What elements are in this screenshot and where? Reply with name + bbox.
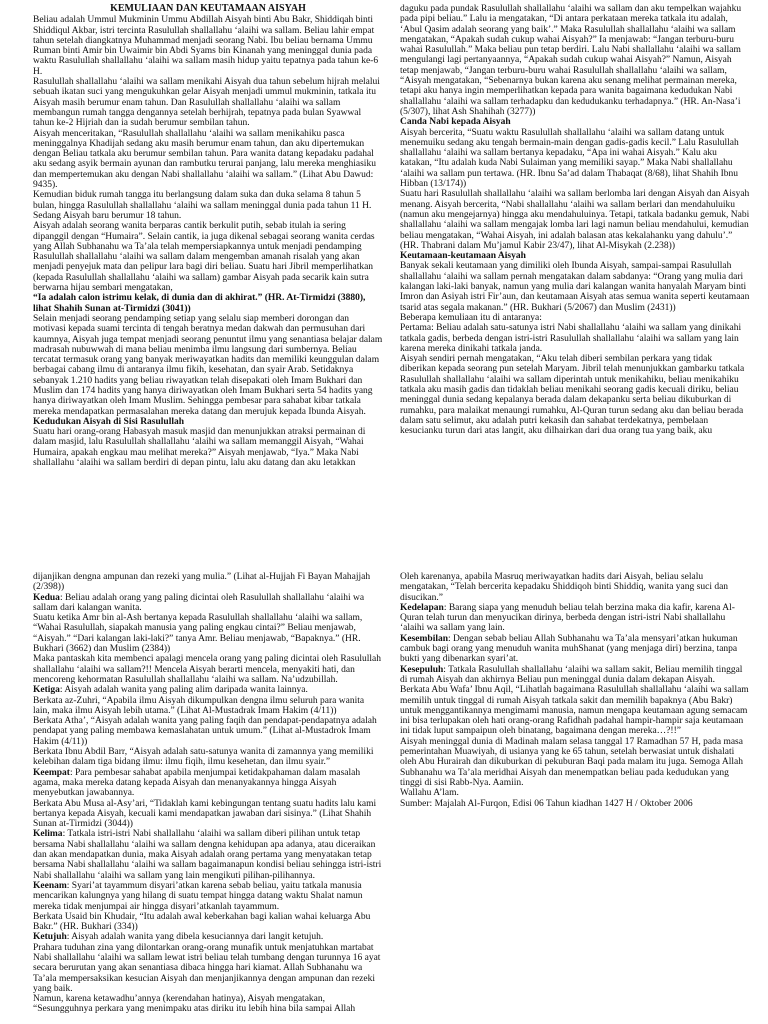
paragraph: Suatu hari Rasulullah shallallahu ‘alaihi wa sallam berlomba lari dengan Aisyah dan Aisyah menang. Aisyah bercerita, “Nabi shallallahu ‘alaihi wa sallam berlari dan mendahuluiku (namun aku mengejarnya) hingga aku mendahuluinya. Tetapi, tatkala badanku gemuk, Nabi shallallahu ‘alaihi wa sallam mengajak lomba lari lagi namun beliau mendahului, kemudian beliau mengatakan, “Wahai Aisyah, ini adalah balasan atas kekalahanku yang dahulu’.” (HR. Thabrani dalam Mu’jamul Kabir 23/47), lihat Al-Misykah (2.238)) [400, 189, 750, 251]
point-label: Keenam [33, 880, 67, 891]
point-label: Kedua [33, 592, 60, 603]
numbered-point: Kedua: Beliau adalah orang yang paling dicintai oleh Rasulullah shallallahu ‘alaihi wa sallam dari kalangan wanita. [33, 592, 365, 613]
point-label: Kelima [33, 829, 63, 840]
paragraph: Oleh karenanya, apabila Masruq meriwayatkan hadits dari Aisyah, beliau selalu mengatakan, “Telah bercerita kepadaku Shiddiqoh binti Shiddiq, wanita yang suci dan disucikan.” [400, 572, 729, 603]
numbered-point: Ketiga: Aisyah adalah wanita yang paling alim daripada wanita lainnya. [33, 685, 308, 696]
numbered-point: Keenam: Syari’at tayammum disyari’atkan karena sebab beliau, yaitu tatkala manusia mencarikan kalungnya yang hilang di suatu tempat hingga datang waktu Shalat namun mereka tidak menjumpai air hingga disyari’atkanlah tayammum. [33, 880, 363, 912]
point-label: Keempat [33, 767, 70, 778]
paragraph: Suatu ketika Amr bin al-Ash bertanya kepada Rasulullah shallallahu ‘alaihi wa sallam, “Wahai Rasulullah, siapakah manusia yang paling engkau cintai?” Beliau menjawab, “Aisyah.” “Dari kalangan laki-laki?” tanya Amr. Beliau menjawab, “Bapaknya.” (HR. Bukhari (3662) dan Muslim (2384)) [33, 613, 363, 655]
source-citation: Sumber: Majalah Al-Furqon, Edisi 06 Tahun kiadhan 1427 H / Oktober 2006 [400, 798, 693, 809]
point-label: Ketiga [33, 685, 60, 696]
numbered-point: Kesepuluh: Tatkala Rasulullah shallallahu ‘alaihi wa sallam sakit, Beliau memilih tinggal di rumah Aisyah dan akhirnya Beliau pun meninggal dunia dalam dekapan Aisyah. [400, 664, 743, 685]
paragraph: Selain menjadi seorang pendamping setiap yang selalu siap memberi dorongan dan motivasi kepada suami tercinta di tengah beratnya medan dakwah dan permusuhan dari kaumnya, Aisyah juga tempat menjadi seorang penuntut ilmu yang senantiasa belajar dalam madrasah nubuwwah di mana beliau menimba ilmu langsung dari sumbernya. Beliau tercatat termasuk orang yang banyak meriwayatkan hadits dan memiliki keunggulan dalam berbagai cabang ilmu di antaranya ilmu fikih, kesehatan, dan syair Arab. Setidaknya sebanyak 1.210 hadits yang beliau riwayatkan telah disepakati oleh Imam Bukhari dan Muslim dan 174 hadits yang hanya diriwayatkan oleh Imam Bukhari serta 54 hadits yang hanya diriwayatkan oleh Imam Muslim. Sehingga pembesar para sahabat kibar tatkala mereka mendapatkan permasalahan mereka datang dan merujuk kepada Ibunda Aisyah. [33, 313, 383, 417]
page2-left-column [33, 572, 383, 1015]
paragraph: Rasulullah shallallahu ‘alaihi wa sallam menikahi Aisyah dua tahun sebelum hijrah melalui sebuah ikatan suci yang mengukuhkan gelar Aisyah menjadi ummul mukminin, tatkala itu Aisyah masih berumur enam tahun. Dan Rasulullah shallallahu ‘alaihi wa sallam membangun rumah tangga dengannya setelah berhijrah, tepatnya pada bulan Syawwal tahun ke-2 Hijriah dan ia sudah berumur sembilan tahun. [33, 77, 380, 129]
paragraph: Berkata Usaid bin Khudair, “Itu adalah awal keberkahan bagi kalian wahai keluarga Abu Bakr.” (HR. Bukhari (334)) [33, 911, 371, 933]
point-label: Ketujuh [33, 932, 67, 943]
paragraph: Aisyah adalah seorang wanita berparas cantik berkulit putih, sebab itulah ia sering dipanggil dengan “Humaira”. Selain cantik, ia juga dikenal sebagai seorang wanita cerdas yang Allah Subhanahu wa Ta’ala telah mempersiapkannya untuk menjadi pendamping Rasulullah shallallahu ‘alaihi wa sallam dalam mengemban amanah risalah yang akan menjadi penyejuk mata dan pelipur lara bagi diri beliau. Suatu hari Jibril memperlihatkan (kepada Rasulullah shallallahu ‘alaihi wa sallam) gambar Aisyah pada secarik kain sutra berwarna hijau sembari mengatakan, [33, 221, 375, 294]
numbered-point: Kedelapan: Barang siapa yang menuduh beliau telah berzina maka dia kafir, karena Al-Quran telah turun dan menyucikan dirinya, berbeda dengan istri-istri Nabi shallallahu ‘alaihi wa sallam yang lain. [400, 602, 735, 634]
paragraph: Berkata Abu Musa al-Asy’ari, “Tidaklah kami kebingungan tentang suatu hadits lalu kami bertanya kepada Aisyah, kecuali kami mendapatkan jawaban dari sisinya.” (Lihat Shahih Sunan at-Tirmidzi (3044)) [33, 798, 377, 830]
paragraph: daguku pada pundak Rasulullah shallallahu ‘alaihi wa sallam dan aku tempelkan wajahku pada pipi beliau.” Lalu ia mengatakan, “Di antara perkataan mereka tatkala itu adalah, ‘Abul Qasim adalah seorang yang baik’.” Maka Rasulullah shallallahu ‘alaihi wa sallam mengatakan, “Apakah sudah cukup wahai Aisyah?” Ia menjawab: “Jangan terburu-buru wahai Rasulullah.” Maka beliau pun tetap berdiri. Lalu Nabi shallallahu ‘alaihi wa sallam mengulangi lagi pertanyaannya, “Apakah sudah cukup wahai Aisyah?” Namun, Aisyah tetap menjawab, “Jangan terburu-buru wahai Rasulullah shallallahu ‘alaihi wa sallam, “Aisyah mengatakan, “Sebenarnya bukan karena aku senang melihat permainan mereka, tetapi aku hanya ingin memperlihatkan kepada para wanita bagaimana kedudukan Nabi shallallahu ‘alaihi wa sallam terhadapku dan kedudukanku terhadapnya.” (HR. An-Nasa’i (5/307), lihat Ash Shahihah (3277)) [400, 4, 742, 117]
bold-quote: “Ia adalah calon istrimu kelak, di dunia dan di akhirat.” (HR. At-Tirmidzi (3880), lihat Shahih Sunan at-Tirmidzi (3041)) [33, 293, 366, 314]
page1-right-column [400, 4, 750, 436]
paragraph: Pertama: Beliau adalah satu-satunya istri Nabi shallallahu ‘alaihi wa sallam yang dinikahi tatkala gadis, berbeda dengan istri-istri Rasulullah shallallahu ‘alaihi wa sallam yang lain karena mereka dinikahi tatkala janda. [400, 323, 742, 354]
paragraph: Beliau adalah Ummul Mukminin Ummu Abdillah Aisyah binti Abu Bakr, Shiddiqah binti Shiddiqul Akbar, istri tercinta Rasulullah shallallahu ‘alaihi wa sallam. Beliau lahir empat tahun setelah diangkatnya Muhammad menjadi seorang Nabi. Ibu beliau bernama Ummu Ruman binti Amir bin Uwaimir bin Abdi Syams bin Kinanah yang meninggal dunia pada waktu Rasulullah shallallahu ‘alaihi wa sallam masih hidup yaitu tepatnya pada tahun ke-6 H. [33, 15, 379, 77]
page1-left-column [33, 4, 383, 468]
document-page-2 [0, 568, 768, 1024]
paragraph: Aisyah meninggal dunia di Madinah malam selasa tanggal 17 Ramadhan 57 H, pada masa pemerintahan Muawiyah, di usianya yang ke 65 tahun, setelah berwasiat untuk dishalati oleh Abu Hurairah dan dikuburkan di pekuburan Baqi pada malam itu juga. Semoga Allah Subhanahu wa Ta’ala meridhai Aisyah dan menempatkan beliau pada kedudukan yang tinggi di sisi Rabb-Nya. Aamiin. [400, 736, 743, 788]
paragraph: Berkata Atha’, “Aisyah adalah wanita yang paling faqih dan pendapat-pendapatnya adalah pendapat yang paling membawa kemaslahatan untuk umum.” (Lihat al-Mustadrok Imam Hakim (4/11)) [33, 716, 377, 747]
numbered-point: Keempat: Para pembesar sahabat apabila menjumpai ketidakpahaman dalam masalah agama, maka mereka datang kepada Aisyah dan menanyakannya hingga Aisyah menyebutkan jawabannya. [33, 767, 361, 799]
page2-right-column [400, 572, 750, 809]
paragraph: Suatu hari orang-orang Habasyah masuk masjid dan menunjukkan atraksi permainan di dalam masjid, lalu Rasulullah shallallahu ‘alaihi wa sallam memanggil Aisyah, “Wahai Humaira, apakah engkau mau melihat mereka?” Aisyah menjawab, “Iya.” Maka Nabi shallallahu ‘alaihi wa sallam berdiri di depan pintu, lalu aku datang dan aku letakkan [33, 427, 366, 469]
paragraph: Aisyah sendiri pernah mengatakan, “Aku telah diberi sembilan perkara yang tidak diberikan kepada seorang pun setelah Maryam. Jibril telah menunjukkan gambarku tatkala Rasulullah shallallahu ‘alaihi wa sallam diperintah untuk menikahiku, beliau menikahiku tatkala aku masih gadis dan tidaklah beliau menikahi seorang gadis kecuali diriku, beliau meninggal dunia sedang kepalanya berada dalam dekapanku serta beliau dikuburkan di rumahku, para malaikat menaungi rumahku, Al-Quran turun sedang aku dan beliau berada dalam satu selimut, aku adalah putri kekasih dan sahabat terdekatnya, pembelaan kesucianku turun dari atas langit, aku dilhairkan dari dua orang tua yang baik, aku [400, 354, 745, 437]
paragraph: Berkata Abu Wafa’ Ibnu Aqil, “Lihatlah bagaimana Rasulullah shallallahu ‘alaihi wa sallam memilih untuk tinggal di rumah Aisyah tatkala sakit dan memilih bapaknya (Abu Bakr) untuk menggantikannya mengimami manusia, namun mengapa keutamaan agung semacam ini bisa terlupakan oleh hati orang-orang Rafidhah padahal hampir-hampir saja keutamaan ini tidak luput sampaipun oleh binatang, bagaimana dengan mereka…?!!” [400, 685, 749, 737]
paragraph: Namun, karena ketawadhu’annya (kerendahan hatinya), Aisyah mengatakan, “Sesungguhnya perkara yang menimpaku atas diriku itu lebih hina bila sampai Allah [33, 994, 356, 1015]
point-label: Kedelapan [400, 602, 444, 613]
paragraph: Aisyah menceritakan, “Rasulullah shallallahu ‘alaihi wa sallam menikahiku pasca meninggalnya Khadijah sedang aku masih berumur enam tahun, dan aku dipertemukan dengan Beliau tatkala aku berumur sembilan tahun. Para wanita datang kepadaku padahal aku sedang asyik bermain ayunan dan rambutku terurai panjang, lalu mereka menghiasiku dan mempertemukan aku dengan Nabi shallallahu ‘alaihi wa sallam.” (Lihat Abu Dawud: 9435). [33, 128, 376, 191]
paragraph: Prahara tuduhan zina yang dilontarkan orang-orang munafik untuk menjatuhkan martabat Nabi shallallahu ‘alaihi wa sallam lewat istri beliau telah tumbang dengan turunnya 16 ayat secara berurutan yang akan senantiasa dibaca hingga hari kiamat. Allah Subhanahu wa Ta’ala mempersaksikan kesucian Aisyah dan menjanjikannya dengan ampunan dan rezeki yang baik. [33, 942, 381, 994]
paragraph: Maka pantaskah kita membenci apalagi mencela orang yang paling dicintai oleh Rasulullah shallallahu ‘alaihi wa sallam?!! Mencela Aisyah berarti mencela, menyakiti hati, dan mencoreng kehormatan Rasulullah shallallahu ‘alaihi wa sallam. Na’udzubillah. [33, 654, 381, 685]
paragraph: Beberapa kemuliaan itu di antaranya: [400, 312, 542, 323]
section-heading: Keutamaan-keutamaan Aisyah [400, 251, 526, 262]
paragraph: Aisyah bercerita, “Suatu waktu Rasulullah shallallahu ‘alaihi wa sallam datang untuk menemuiku sedang aku tengah bermain-main dengan gadis-gadis kecil.” Lalu Rasulullah shallallahu ‘alaihi wa sallam bertanya kepadaku, “Apa ini wahai Aisyah.” Kalu aku katakan, “Itu adalah kuda Nabi Sulaiman yang memiliki sayap.” Maka Nabi shallallahu ‘alaihi wa sallam pun tertawa. (HR. Ibnu Sa’ad dalam Thabaqat (8/68), lihat Shahih Ibnu Hibban (13/174)) [400, 127, 739, 190]
section-heading: Canda Nabi kepada Aisyah [400, 117, 511, 128]
paragraph: dijanjikan dengna ampunan dan rezeki yang mulia.” (Lihat al-Hujjah Fi Bayan Mahajjah (2/398)) [33, 572, 371, 593]
section-heading: Kedudukan Aisyah di Sisi Rasulullah [33, 416, 185, 427]
paragraph: Banyak sekali keutamaan yang dimiliki oleh Ibunda Aisyah, sampai-sampai Rasulullah shallallahu ‘alaihi wa sallam pernah mengatakan dalam sabdanya: “Orang yang mulia dari kalangan laki-laki banyak, namun yang mulia dari kalangan wanita hanyalah Maryam binti Imron dan Asiyah istri Fir’aun, dan keutamaan Aisyah atas semua wanita seperti keutamaan tsarid atas segala makanan.” (HR. Bukhari (5/2067) dan Muslim (2431)) [400, 261, 750, 313]
point-label: Kesembilan [400, 633, 449, 644]
closing-line: Wallahu A’lam. [400, 788, 459, 799]
paragraph: Berkata Ibnu Abdil Barr, “Aisyah adalah satu-satunya wanita di zamannya yang memiliki kelebihan dalam tiga bidang ilmu: ilmu fiqih, ilmu kesehetan, dan ilmu syair.” [33, 747, 374, 768]
point-label: Kesepuluh [400, 664, 444, 675]
numbered-point: Kelima: Tatkala istri-istri Nabi shallallahu ‘alaihi wa sallam diberi pilihan untuk tetap bersama Nabi shallallahu ‘alaihi wa sallam dengna kehidupan apa adanya, atau diceraikan dan akan mendapatkan dunia, maka Aisyah adalah orang pertama yang menyatakan tetap bersama Nabi shallallahu ‘alaihi wa sallam bagaimanapun kondisi beliau sehingga istri-istri Nabi shallallahu ‘alaihi wa sallam yang lain mengikuti pilihan-pilihannya. [33, 829, 382, 881]
numbered-point: Kesembilan: Dengan sebab beliau Allah Subhanahu wa Ta’ala mensyari’atkan hukuman cambuk bagi orang yang menuduh wanita muhShanat (yang menjaga diri) berzina, tanpa bukti yang dibenarkan syari’at. [400, 633, 738, 665]
numbered-point: Ketujuh: Aisyah adalah wanita yang dibela kesuciannya dari langit ketujuh. [33, 932, 324, 943]
paragraph: Kemudian biduk rumah tangga itu berlangsung dalam suka dan duka selama 8 tahun 5 bulan, hingga Rasulullah shallallahu ‘alaihi wa sallam meninggal dunia pada tahun 11 H. Sedang Aisyah baru berumur 18 tahun. [33, 190, 372, 221]
paragraph: Berkata az-Zuhri, “Apabila ilmu Aisyah dikumpulkan dengna ilmu seluruh para wanita lain, maka ilmu Aisyah lebih utama.” (Lihat Al-Mustadrak Imam Hakim (4/11)) [33, 695, 365, 716]
article-title: KEMULIAAN DAN KEUTAMAAN AISYAH [110, 3, 306, 14]
